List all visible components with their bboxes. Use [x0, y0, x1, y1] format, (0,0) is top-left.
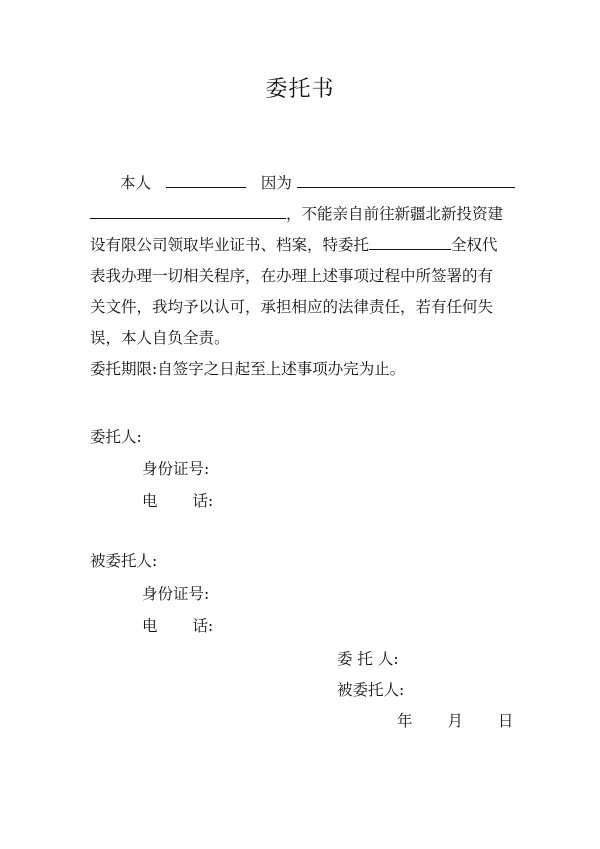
intro-line-3: [90, 230, 498, 261]
intro-line-2-text: ，不能亲自前往新疆北新投资建: [286, 205, 504, 223]
principal-id-label: 身份证号:: [142, 460, 210, 478]
reason-blank-2: [90, 199, 286, 219]
signature-principal-label: 委 托 人:: [337, 650, 399, 668]
date-day: 日: [497, 712, 514, 730]
agent-phone-label-b: 话:: [192, 617, 214, 635]
intro-line-5: 关文件，我均予以认可，承担相应的法律责任，若有任何失: [90, 298, 494, 316]
intro-line-1: [120, 168, 515, 199]
yin-wei-label: 因为: [260, 174, 292, 192]
entrust-period: 委托期限:自签字之日起至上述事项办完为止。: [90, 360, 406, 378]
date-month: 月: [447, 712, 463, 730]
name-blank: [166, 168, 246, 188]
principal-heading: 委托人:: [90, 428, 142, 446]
date-year: 年: [397, 712, 413, 730]
intro-line-3-prefix: 设有限公司领取毕业证书、档案，特委托: [90, 236, 370, 254]
intro-line-6: 误，本人自负全责。: [90, 329, 230, 347]
document-title: 委托书: [265, 77, 335, 102]
reason-blank-1: [297, 168, 515, 188]
intro-line-4: 表我办理一切相关程序，在办理上述事项过程中所签署的有: [90, 267, 494, 285]
principal-phone-label: [142, 489, 213, 511]
intro-line-2: [90, 199, 503, 230]
agent-heading: 被委托人:: [90, 552, 158, 570]
signature-date: [397, 709, 513, 731]
signature-agent-label: 被委托人:: [337, 681, 405, 699]
ben-ren-label: 本人: [120, 174, 152, 192]
agent-id-label: 身份证号:: [142, 585, 210, 603]
intro-line-3-suffix: 全权代: [451, 236, 498, 254]
principal-phone-label-b: 话:: [192, 492, 214, 510]
agent-phone-label-a: 电: [142, 617, 158, 635]
agent-name-blank: [369, 230, 451, 250]
agent-phone-label: [142, 614, 213, 636]
principal-phone-label-a: 电: [142, 492, 158, 510]
